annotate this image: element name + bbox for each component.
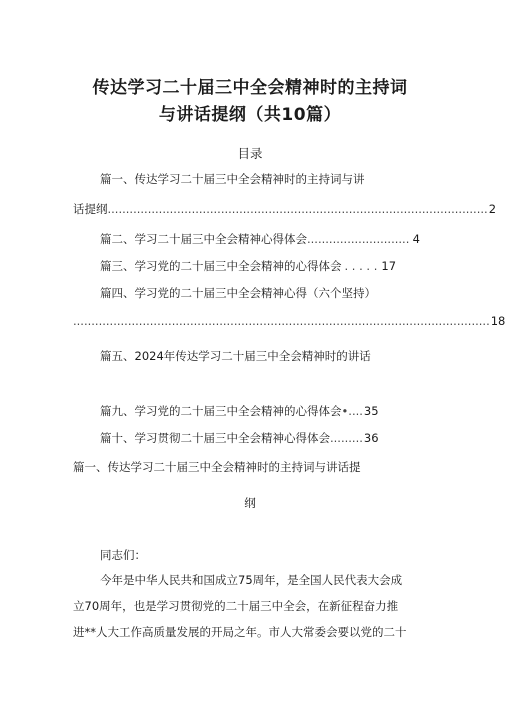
salutation: 同志们： <box>100 548 146 562</box>
toc-entry-1-text[interactable]: 篇一、传达学习二十届三中全会精神时的主持词与讲 <box>100 172 365 186</box>
toc-leader: ........................................................................................................ <box>107 202 488 216</box>
toc-entry-3[interactable] <box>100 259 432 274</box>
body-paragraph-line-3: 进**人大工作高质量发展的开局之年。市人大常委会要以党的二十 <box>73 625 407 639</box>
body-paragraph-line-2: 立70周年，也是学习贯彻党的二十届三中全会，在新征程奋力推 <box>73 599 399 613</box>
toc-leader: .................................................................................................................. <box>73 314 490 328</box>
toc-page-number: 2 <box>488 202 497 216</box>
toc-entry-text: 篇二、学习二十届三中全会精神心得体会 <box>100 232 307 246</box>
toc-entry-1[interactable] <box>73 202 497 217</box>
toc-leader: •.... <box>341 404 363 418</box>
toc-entry-text: 篇十、学习贯彻二十届三中全会精神心得体会 <box>100 431 330 445</box>
toc-page-number: 17 <box>381 259 397 273</box>
toc-leader: ......... <box>330 431 363 445</box>
toc-leader: ............................ <box>307 232 410 246</box>
document-title-line-1: 传达学习二十届三中全会精神时的主持词 <box>92 78 408 98</box>
toc-page-number: 4 <box>412 232 420 246</box>
toc-entry-10[interactable] <box>100 431 394 446</box>
toc-page-number: 36 <box>363 431 379 445</box>
document-title-line-2: 与讲话提纲（共10篇） <box>158 105 342 125</box>
toc-entry-5[interactable]: 篇五、2024年传达学习二十届三中全会精神时的讲话 <box>100 349 371 363</box>
body-paragraph-line-1: 今年是中华人民共和国成立75周年，是全国人民代表大会成 <box>100 573 403 587</box>
toc-page-number: 35 <box>363 404 379 418</box>
toc-entry-1-text-cont: 话提纲 <box>73 202 108 216</box>
toc-leader: . . . . . <box>344 259 378 273</box>
toc-page-number: 18 <box>490 314 505 328</box>
toc-heading: 目录 <box>237 146 263 161</box>
toc-entry-9[interactable] <box>100 404 400 419</box>
toc-entry-text: 篇九、学习党的二十届三中全会精神的心得体会 <box>100 404 342 418</box>
toc-entry-text: 篇三、学习党的二十届三中全会精神的心得体会 <box>100 259 342 273</box>
toc-entry-4-text[interactable]: 篇四、学习党的二十届三中全会精神心得（六个坚持） <box>100 286 376 300</box>
toc-entry-2[interactable] <box>100 232 420 247</box>
section-heading-cont: 纲 <box>244 496 256 510</box>
toc-entry-4[interactable] <box>73 314 505 329</box>
section-heading: 篇一、传达学习二十届三中全会精神时的主持词与讲话提 <box>73 460 361 474</box>
